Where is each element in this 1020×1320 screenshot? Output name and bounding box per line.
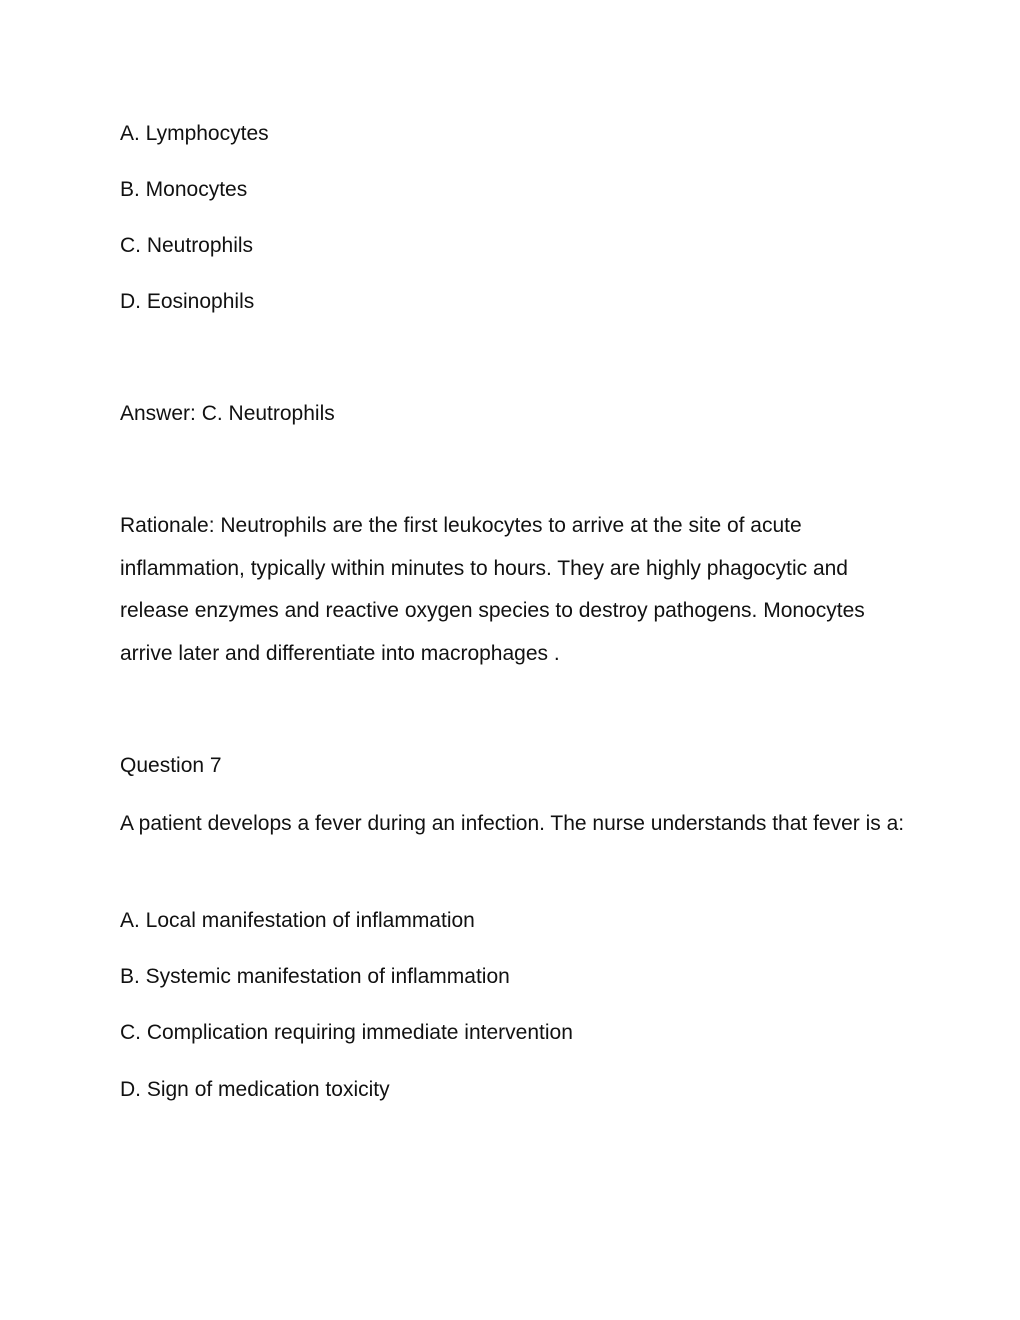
q7-option-c: C. Complication requiring immediate intervention — [120, 1021, 573, 1044]
q7-option-a: A. Local manifestation of inflammation — [120, 909, 475, 932]
option-a: A. Lymphocytes — [120, 122, 269, 145]
rationale-paragraph: Rationale: Neutrophils are the first leukocytes to arrive at the site of acute inflammation, typically within minutes to hours. They are highly phagocytic and release enzymes and reactive oxygen species to destroy pathogens. Monocytes arrive later and differentiate into macrophages . — [120, 514, 865, 666]
question-heading: Question 7 — [120, 754, 222, 777]
q7-option-b: B. Systemic manifestation of inflammation — [120, 965, 510, 988]
option-d: D. Eosinophils — [120, 290, 255, 313]
option-b: B. Monocytes — [120, 178, 248, 201]
answer-text: Answer: C. Neutrophils — [120, 402, 335, 425]
q7-option-d: D. Sign of medication toxicity — [120, 1078, 390, 1101]
question-stem: A patient develops a fever during an infection. The nurse understands that fever is a: — [120, 812, 905, 835]
option-c: C. Neutrophils — [120, 234, 254, 257]
